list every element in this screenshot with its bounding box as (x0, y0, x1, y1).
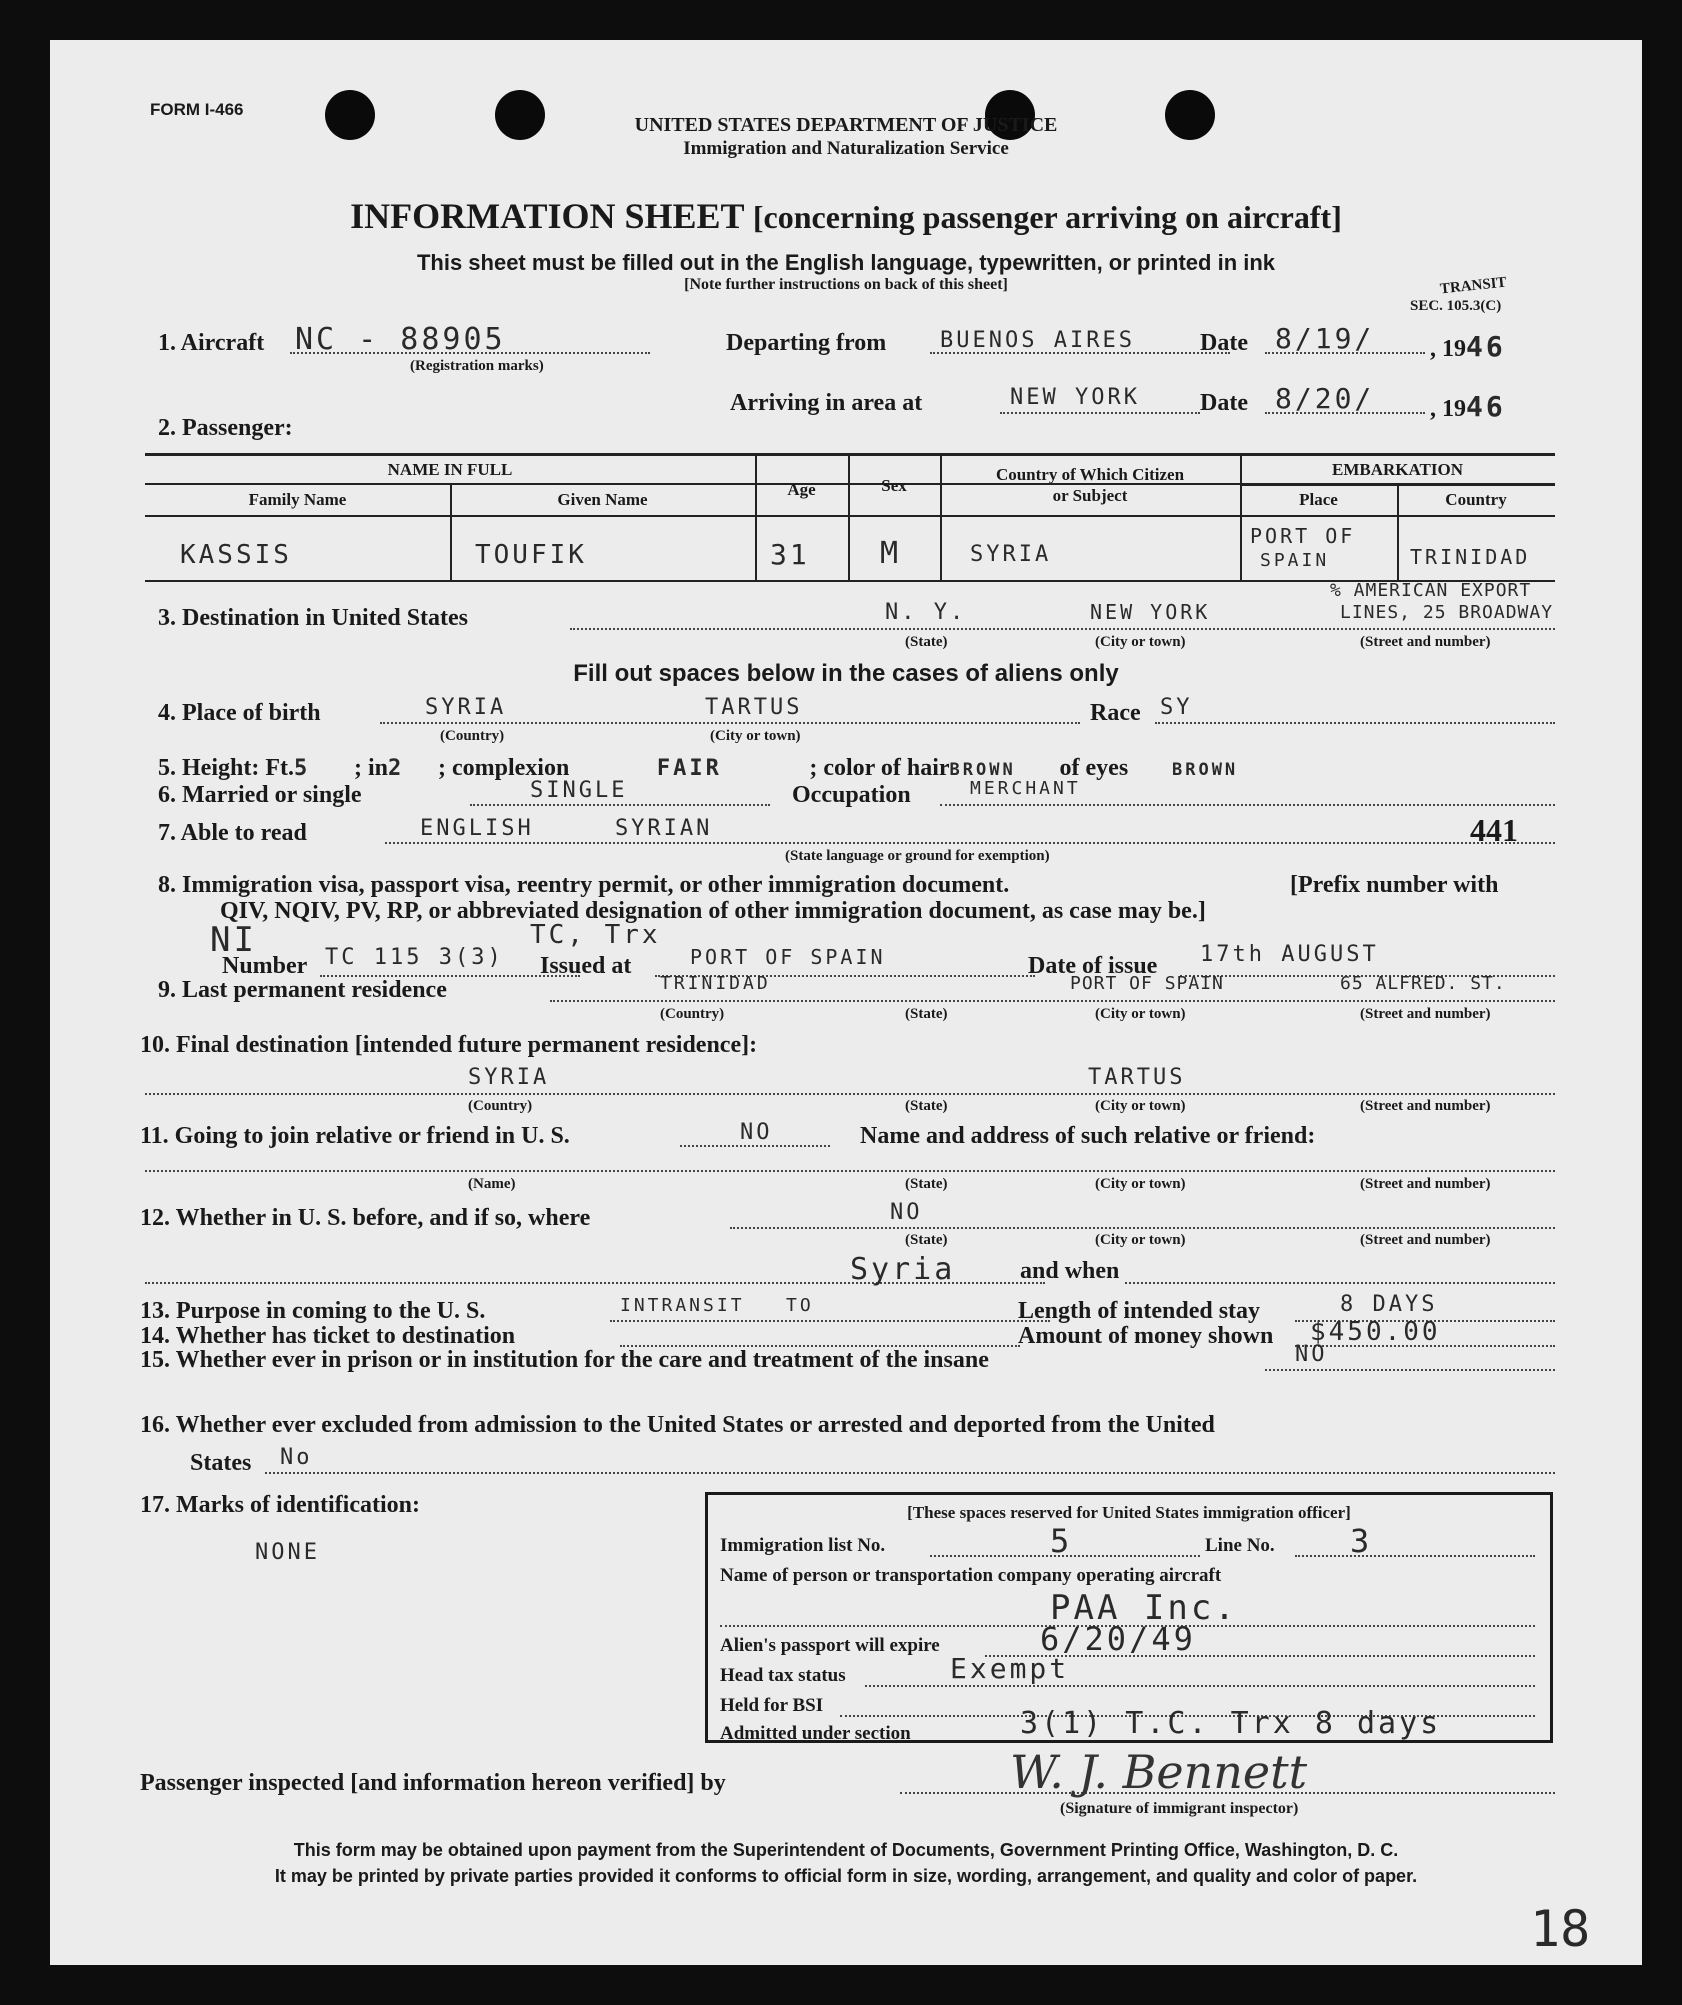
form-number: FORM I-466 (150, 100, 244, 119)
destination-state: N. Y. (885, 600, 967, 625)
purpose-label: 13. Purpose in coming to the U. S. (140, 1298, 486, 1324)
money-value: $450.00 (1310, 1317, 1441, 1347)
join-relative-value: NO (740, 1120, 773, 1145)
city-caption: (City or town) (1095, 1176, 1186, 1192)
departing-label: Departing from (726, 330, 887, 356)
visa-label-right: [Prefix number with (1290, 872, 1499, 898)
birthplace-label: 4. Place of birth (158, 700, 321, 726)
embarkation-header: EMBARKATION (1332, 460, 1463, 479)
excluded-label-2: States (190, 1450, 252, 1476)
race-label: Race (1090, 700, 1141, 726)
country-caption: (Country) (440, 728, 505, 744)
us-before-value: NO (890, 1200, 923, 1225)
expire-label: Alien's passport will expire (720, 1635, 940, 1656)
final-destination-label: 10. Final destination [intended future permanent residence]: (140, 1032, 758, 1058)
admitted-value: 3(1) T.C. Trx 8 days (1020, 1706, 1442, 1741)
embark-place-value: PORT OF (1250, 524, 1356, 548)
officer-box-title: [These spaces reserved for United States immigration officer] (907, 1503, 1351, 1522)
residence-street: 65 ALFRED. ST. (1340, 973, 1506, 994)
excluded-value: No (280, 1445, 313, 1470)
country-subject-header: or Subject (1052, 486, 1128, 505)
name-caption: (Name) (468, 1176, 516, 1192)
visa-label: 8. Immigration visa, passport visa, reentry permit, or other immigration document. (158, 872, 1010, 898)
state-caption: (State) (905, 634, 948, 650)
birth-city: TARTUS (705, 695, 803, 720)
residence-country: TRINIDAD (660, 973, 771, 994)
number-label: Number (222, 953, 308, 979)
citizen-value: SYRIA (970, 542, 1052, 567)
destination-label: 3. Destination in United States (158, 605, 469, 631)
arriving-label: Arriving in area at (730, 390, 923, 416)
residence-label: 9. Last permanent residence (158, 977, 447, 1003)
country-header: Country (1445, 490, 1507, 509)
service: Immigration and Naturalization Service (683, 138, 1009, 159)
arr-date-label: Date (1200, 390, 1248, 416)
city-caption: (City or town) (710, 728, 801, 744)
given-name-value: TOUFIK (475, 540, 587, 570)
stay-label: Length of intended stay (1018, 1298, 1261, 1324)
money-label: Amount of money shown (1018, 1323, 1274, 1349)
passenger-label: 2. Passenger: (158, 415, 293, 441)
visa-note: NI (210, 920, 257, 960)
page-number: 18 (1530, 1900, 1591, 1958)
city-caption: (City or town) (1095, 634, 1186, 650)
family-name-header: Family Name (248, 490, 347, 509)
hair-value: BROWN (949, 760, 1016, 780)
city-caption: (City or town) (1095, 1232, 1186, 1248)
marital-value: SINGLE (530, 778, 628, 803)
destination-street-2: LINES, 25 BROADWAY (1340, 602, 1554, 623)
marital-label: 6. Married or single (158, 782, 362, 808)
given-name-header: Given Name (557, 490, 648, 509)
inspector-signature: W. J. Bennett (1010, 1745, 1308, 1799)
ticket-label: 14. Whether has ticket to destination (140, 1323, 516, 1349)
stay-value: 8 DAYS (1340, 1292, 1438, 1317)
dep-year: 46 (1466, 330, 1506, 363)
list-value: 5 (1050, 1522, 1073, 1560)
issued-label: Issued at (540, 953, 632, 979)
tax-value: Exempt (950, 1652, 1070, 1685)
height-label: 5. Height: Ft. (158, 755, 294, 781)
operator-value: PAA Inc. (1050, 1588, 1238, 1628)
bsi-label: Held for BSI (720, 1695, 824, 1716)
issued-value: PORT OF SPAIN (690, 945, 886, 969)
residence-city: PORT OF SPAIN (1070, 973, 1224, 994)
city-caption: (City or town) (1095, 1098, 1186, 1114)
registration-caption: (Registration marks) (410, 358, 544, 374)
language-caption: (State language or ground for exemption) (785, 848, 1050, 864)
instruction: This sheet must be filled out in the English language, typewritten, or printed in ink (416, 250, 1276, 275)
race-value: SY (1160, 695, 1193, 720)
departing-value: BUENOS AIRES (940, 328, 1135, 353)
age-header: Age (787, 480, 816, 499)
sex-value: M (880, 536, 902, 571)
inspected-label: Passenger inspected [and information hereon verified] by (140, 1770, 726, 1796)
embark-country-value: TRINIDAD (1410, 545, 1531, 569)
join-relative-label: 11. Going to join relative or friend in U. S. (140, 1123, 570, 1149)
dep-date-label: Date (1200, 330, 1248, 356)
signature-caption: (Signature of immigrant inspector) (1060, 1800, 1299, 1817)
state-caption: (State) (905, 1098, 948, 1114)
destination-city: NEW YORK (1090, 600, 1211, 624)
identification-label: 17. Marks of identification: (140, 1492, 420, 1518)
admitted-label: Admitted under section (720, 1723, 911, 1744)
issue-date-value: 17th AUGUST (1200, 942, 1379, 967)
line-value: 3 (1350, 1522, 1373, 1560)
complexion-value: FAIR (656, 756, 722, 781)
relative-name-label: Name and address of such relative or friend: (860, 1123, 1316, 1149)
line-label: Line No. (1205, 1535, 1275, 1556)
height-ft: 5 (293, 756, 311, 781)
street-caption: (Street and number) (1360, 1232, 1491, 1248)
occupation-label: Occupation (792, 782, 911, 808)
page-title: INFORMATION SHEET [concerning passenger arriving on aircraft] (350, 196, 1342, 236)
dep-date-value: 8/19/ (1275, 322, 1375, 355)
final-city: TARTUS (1088, 1065, 1186, 1090)
destination-street: % AMERICAN EXPORT (1330, 580, 1532, 601)
name-in-full-header: NAME IN FULL (387, 460, 513, 479)
aliens-only-heading: Fill out spaces below in the cases of aliens only (573, 660, 1119, 687)
footer-line-1: This form may be obtained upon payment from the Superintendent of Documents, Government Printing Office, Washington, D. C. (293, 1840, 1399, 1860)
street-caption: (Street and number) (1360, 634, 1491, 650)
tax-label: Head tax status (720, 1665, 846, 1686)
street-caption: (Street and number) (1360, 1098, 1491, 1114)
number-value: TC 115 3(3) (325, 945, 504, 970)
when-label: and when (1020, 1258, 1120, 1284)
read-label: 7. Able to read (158, 820, 307, 846)
arr-date-value: 8/20/ (1275, 382, 1375, 415)
eyes-value: BROWN (1171, 760, 1239, 780)
read-value: ENGLISH SYRIAN (420, 816, 713, 841)
state-caption: (State) (905, 1232, 948, 1248)
issue-date-label: Date of issue (1028, 953, 1158, 979)
age-value: 31 (770, 538, 810, 571)
footer-line-2: It may be printed by private parties provided it conforms to official form in size, wording, arrangement, and quality and color of paper. (274, 1866, 1418, 1886)
country-caption: (Country) (660, 1006, 725, 1022)
street-caption: (Street and number) (1360, 1006, 1491, 1022)
purpose-value: INTRANSIT TO (620, 1295, 814, 1316)
street-caption: (Street and number) (1360, 1176, 1491, 1192)
country-caption: (Country) (468, 1098, 533, 1114)
aircraft-value: NC - 88905 (295, 322, 506, 357)
instruction-note: [Note further instructions on back of this sheet] (684, 276, 1008, 293)
arr-year: 46 (1466, 390, 1506, 423)
birth-country: SYRIA (425, 695, 507, 720)
prison-label: 15. Whether ever in prison or in institution for the care and treatment of the insane (140, 1347, 989, 1373)
expire-value: 6/20/49 (1040, 1620, 1196, 1658)
final-country: SYRIA (468, 1065, 550, 1090)
reviewer-mark: 441 (1470, 812, 1518, 848)
visa-label-2: QIV, NQIV, PV, RP, or abbreviated designation of other immigration document, as case may be.] (220, 898, 1206, 924)
occupation-value: MERCHANT (970, 778, 1081, 799)
department: UNITED STATES DEPARTMENT OF JUSTICE (634, 114, 1058, 136)
city-caption: (City or town) (1095, 1006, 1186, 1022)
embark-place-value-2: SPAIN (1260, 550, 1330, 571)
form-sheet: FORM I-466 UNITED STATES DEPARTMENT OF JUSTICE Immigration and Naturalization Service INFORMATION SHEET [concerning passenger arriving on aircraft] This sheet must be filled out in the English language, typewritten, or printed in ink [Note further instructions on back of this sheet] TRANSIT SEC. 105.3(C) 1. Aircraft NC - 88905 (Registration marks) Departing from BUENOS AIRES Date 8/19/ , 1946 Arriving in area at NEW YORK Date 8/20/ , 1946 2. Passenger: NAME IN FULL Family Name Given Name Age Sex Country of Which Citizen or Subject EMBARKATION Place Country KASSIS TOUFIK 31 M SYRIA PORT OF SPAIN TRINIDAD 3. Destination in United States N. Y. NEW YORK % AMERICAN EXPORT LINES, 25 BROADWAY (State) (City or town) (Street and number) Fill out spaces below in the cases of aliens only 4. Place of birth SYRIA TARTUS Race SY (Country) (City or town) 5. Height: Ft.5 ; in2 ; complexion FAIR ; color of hairBROWN of eyes BROWN 6. Married or single SINGLE Occupation MERCHANT 7. Able to read ENGLISH SYRIAN 441 (State language or ground for exemption) 8. Immigration visa, passport visa, reentry permit, or other immigration document. [Prefix number with QIV, NQIV, PV, RP, or abbreviated designation of other immigration document, as case may be.] NI TC, Trx Number TC 115 3(3) Issued at PORT OF SPAIN Date of issue 17th AUGUST 9. Last permanent residence TRINIDAD PORT OF SPAIN 65 ALFRED. ST. (Country) (State) (City or town) (Street and number) 10. Final destination [intended future permanent residence]: SYRIA TARTUS (Country) (State) (City or town) (Street and number) 11. Going to join relative or friend in U. S. NO Name and address of such relative or friend: (Name) (State) (City or town) (Street and number) 12. Whether in U. S. before, and if so, where NO (State) (City or town) (Street and number) Syria and when 13. Purpose in coming to the U. S. INTRANSIT TO Length of intended stay 8 DAYS 14. Whether has ticket to destination Amount of money shown $450.00 15. Whether ever in prison or in institution for the care and treatment of the insane NO 16. Whether ever excluded from admission to the United States or arrested and deported from the United States No 17. Marks of identification: NONE [These spaces reserved for United States immigration officer] Immigration list No. 5 Line No. 3 Name of person or transportation company operating aircraft PAA Inc. Alien's passport will expire 6/20/49 Head tax status Exempt Held for BSI Admitted under section 3(1) T.C. Trx 8 days Passenger inspected [and information hereon verified] by W. J. Bennett (Signature of immigrant inspector) This form may be obtained upon payment from the Superintendent of Documents, Government Printing Office, Washington, D. C. It may be printed by private parties provided it conforms to official form in size, wording, arrangement, and quality and color of paper. 18 (50, 40, 1642, 1965)
section-stamp: SEC. 105.3(C) (1410, 298, 1502, 314)
aircraft-label: 1. Aircraft (158, 330, 265, 356)
transit-stamp: TRANSIT (1439, 274, 1508, 298)
excluded-label: 16. Whether ever excluded from admission to the United States or arrested and deported from the United (140, 1412, 1215, 1438)
family-name-value: KASSIS (180, 540, 292, 570)
height-in: 2 (388, 756, 405, 781)
list-label: Immigration list No. (720, 1535, 886, 1556)
state-caption: (State) (905, 1176, 948, 1192)
sex-header: Sex (881, 476, 907, 495)
arriving-value: NEW YORK (1010, 385, 1140, 410)
state-caption: (State) (905, 1006, 948, 1022)
visa-note-2: TC, Trx (530, 920, 661, 950)
country-citizen-header: Country of Which Citizen (995, 465, 1185, 484)
prison-value: NO (1295, 1342, 1328, 1367)
us-before-note: Syria (850, 1252, 956, 1287)
identification-value: NONE (255, 1540, 320, 1565)
us-before-label: 12. Whether in U. S. before, and if so, where (140, 1205, 591, 1231)
operator-label: Name of person or transportation company operating aircraft (720, 1565, 1222, 1586)
place-header: Place (1299, 490, 1338, 509)
